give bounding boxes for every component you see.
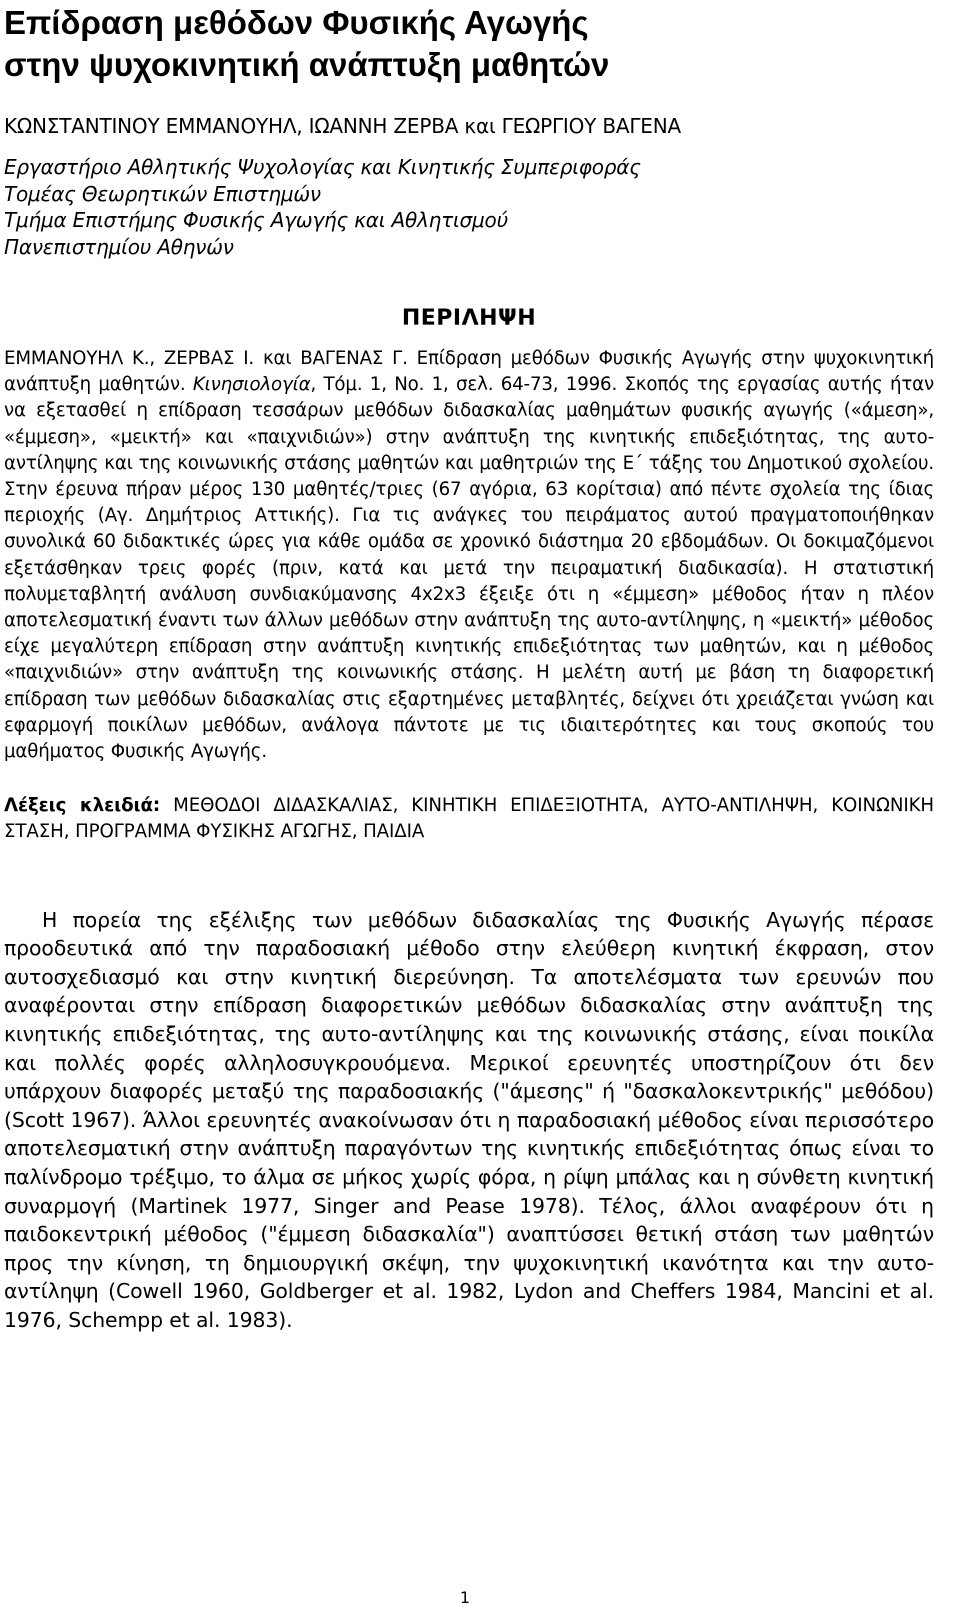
abstract-body xyxy=(4,346,934,765)
affiliation-line: Εργαστήριο Αθλητικής Ψυχολογίας και Κινητικής Συμπεριφοράς xyxy=(4,155,641,179)
abstract-citation-suffix: , Τόμ. 1, Νο. 1, σελ. 64-73, 1996. xyxy=(310,374,618,396)
abstract-heading: ΠΕΡΙΛΗΨΗ xyxy=(401,306,537,331)
affiliation-line: Πανεπιστημίου Αθηνών xyxy=(4,234,234,259)
authors: ΚΩΝΣΤΑΝΤΙΝΟΥ ΕΜΜΑΝΟΥΗΛ, ΙΩΑΝΝΗ ΖΕΡΒΑ και ΓΕΩΡΓΙΟΥ ΒΑΓΕΝΑ xyxy=(4,114,681,138)
keywords-text: ΜΕΘΟΔΟΙ ΔΙΔΑΣΚΑΛΙΑΣ, ΚΙΝΗΤΙΚΗ ΕΠΙΔΕΞΙΟΤΗΤΑ, ΑΥΤΟ-ΑΝΤΙΛΗΨΗ, ΚΟΙΝΩΝΙΚΗ ΣΤΑΣΗ, ΠΡΟΓΡΑΜΜΑ ΦΥΣΙΚΗΣ ΑΓΩΓΗΣ, ΠΑΙΔΙΑ xyxy=(4,795,934,843)
paper-title xyxy=(4,0,934,86)
title-line-1: Επίδραση μεθόδων Φυσικής Αγωγής xyxy=(4,4,589,41)
page-number: 1 xyxy=(459,1588,471,1607)
body-paragraph: Η πορεία της εξέλιξης των μεθόδων διδασκαλίας της Φυσικής Αγωγής πέρασε προοδευτικά από την παραδοσιακή μέθοδο στην ελεύθερη κινητική έκφραση, στον αυτοσχεδιασμό και στην κινητική διερεύνηση. Τα αποτελέσματα των ερευνών που αναφέρονται στην επίδραση διαφορετικών μεθόδων διδασκαλίας στην ανάπτυξη της κινητικής επιδεξιότητας, της αυτο-αντίληψης και της κοινωνικής στάσης, είναι ποικίλα και πολλές φορές αλληλοσυγκρουόμενα. Μερικοί ερευνητές υποστηρίζουν ότι δεν υπάρχουν διαφορές μεταξύ της παραδοσιακής ("άμεσης" ή "δασκαλοκεντρικής" μεθόδου) (Scott 1967). Άλλοι ερευνητές ανακοίνωσαν ότι η παραδοσιακή μέθοδος είναι περισσότερο αποτελεσματική στην ανάπτυξη παραγόντων της κινητικής επιδεξιότητας όπως είναι το παλίνδρομο τρέξιμο, το άλμα σε μήκος χωρίς φόρα, η ρίψη μπάλας και η σύνθετη κινητική συναρμογή (Martinek 1977, Singer and Pease 1978). Τέλος, άλλοι αναφέρουν ότι η παιδοκεντρική μέθοδος ("έμμεση διδασκαλία") αναπτύσσει θετική στάση των μαθητών προς την κίνηση, τη δημιουργική σκέψη, την ψυχοκινητική ικανότητα και την αυτο-αντίληψη (Cowell 1960, Goldberger et al. 1982, Lydon and Cheffers 1984, Mancini et al. 1976, Schempp et al. 1983). xyxy=(4,907,934,1332)
title-line-2: στην ψυχοκινητική ανάπτυξη μαθητών xyxy=(4,46,610,83)
affiliations xyxy=(4,154,934,260)
abstract-text: Σκοπός της εργασίας αυτής ήταν να εξετασθεί η επίδραση τεσσάρων μεθόδων διδασκαλίας μαθημάτων φυσικής αγωγής («άμεση», «έμμεση», «μεικτή» και «παιχνιδιών») στην ανάπτυξη της κινητικής επιδεξιότητας, της αυτο-αντίληψης και της κοινωνικής στάσης μαθητών και μαθητριών της Ε΄ τάξης του Δημοτικού σχολείου. Στην έρευνα πήραν μέρος 130 μαθητές/τριες (67 αγόρια, 63 κορίτσια) από πέντε σχολεία της ίδιας περιοχής (Αγ. Δημήτριος Αττικής). Για τις ανάγκες του πειράματος αυτού πραγματοποιήθηκαν συνολικά 60 διδακτικές ώρες για κάθε ομάδα σε χρονικό διάστημα 20 εβδομάδων. Οι δοκιμαζόμενοι εξετάσθηκαν τρεις φορές (πριν, κατά και μετά την πειραματική διαδικασία). Η στατιστική πολυμεταβλητή ανάλυση συνδιακύμανσης 4x2x3 έξειξε ότι η «έμμεση» μέθοδος ήταν η πλέον αποτελεσματική έναντι των άλλων μεθόδων στην ανάπτυξη της αυτο-αντίληψης, η «μεικτή» μέθοδος είχε μεγαλύτερη επίδραση στην ανάπτυξη κινητικής επιδεξιότητας των μαθητών, και η μέθοδος «παιχνιδιών» στην ανάπτυξη της κοινωνικής στάσης. Η μελέτη αυτή με βάση τη διαφορετική επίδραση των μεθόδων διδασκαλίας στις εξαρτημένες μεταβλητές, δείχνει ότι χρειάζεται γνώση και εφαρμογή ποικίλων μεθόδων, ανάλογα πάντοτε με τις ιδιαιτερότητες και τους σκοπούς του μαθήματος Φυσικής Αγωγής. xyxy=(4,374,934,763)
keywords xyxy=(4,793,934,845)
paper-page xyxy=(4,0,934,1335)
affiliation-line: Τομέας Θεωρητικών Επιστημών xyxy=(4,181,321,206)
abstract-citation: ΕΜΜΑΝΟΥΗΛ Κ., ΖΕΡΒΑΣ Ι. και ΒΑΓΕΝΑΣ Γ. Επίδραση μεθόδων Φυσικής Αγωγής στην ψυχοκινητική ανάπτυξη μαθητών. xyxy=(4,348,934,396)
keywords-label: Λέξεις κλειδιά: xyxy=(4,795,161,817)
abstract-journal: Κινησιολογία xyxy=(192,374,311,396)
affiliation-line: Τμήμα Επιστήμης Φυσικής Αγωγής και Αθλητισμού xyxy=(4,208,508,232)
